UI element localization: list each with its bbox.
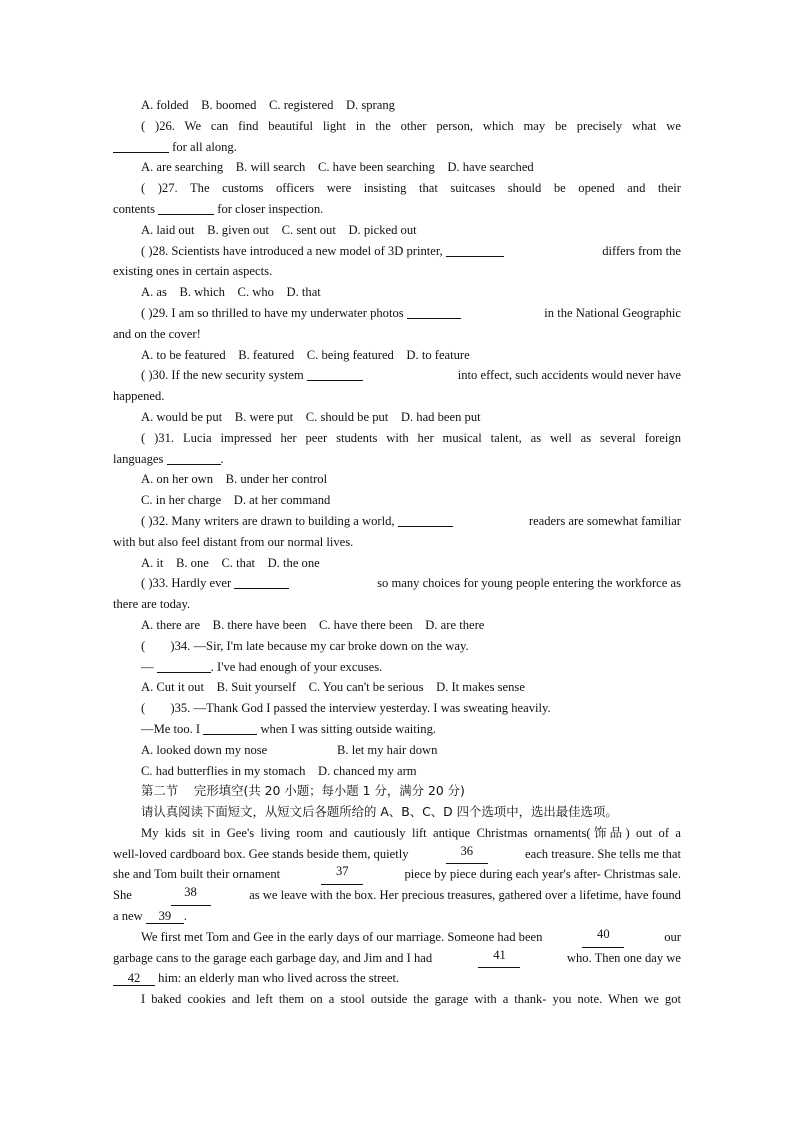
q30-stem-tail: into effect, such accidents would never have bbox=[457, 368, 681, 383]
q34-stem-cont bbox=[113, 657, 681, 678]
passage-text: a new bbox=[113, 909, 143, 924]
passage-line bbox=[113, 906, 681, 927]
cloze-blank-41[interactable]: 41 bbox=[478, 948, 520, 969]
cloze-blank-38[interactable]: 38 bbox=[171, 885, 211, 906]
q33-stem-cont: there are today. bbox=[113, 597, 191, 612]
q26-stem-cont bbox=[113, 137, 681, 158]
q26-stem: ( )26. We can find beautiful light in the other person, which may be precisely what we bbox=[141, 118, 681, 133]
answer-blank[interactable] bbox=[157, 659, 211, 673]
q33-stem bbox=[113, 573, 681, 594]
q32-stem-cont: with but also feel distant from our normal lives. bbox=[113, 534, 354, 549]
q29-stem-cont: and on the cover! bbox=[113, 326, 201, 341]
q32-stem-tail: readers are somewhat familiar bbox=[528, 513, 681, 528]
passage-text: She bbox=[113, 888, 132, 903]
q35-stem-tail: when I was sitting outside waiting. bbox=[260, 721, 437, 736]
cloze-blank-36[interactable]: 36 bbox=[446, 844, 488, 865]
passage-line bbox=[113, 968, 681, 989]
q32-stem-head: ( )32. Many writers are drawn to building a world, bbox=[141, 513, 395, 528]
q34-stem: ( )34. —Sir, I'm late because my car broke down on the way. bbox=[141, 638, 469, 653]
passage-text: . bbox=[183, 909, 188, 924]
section-instruction: 请认真阅读下面短文，从短文后各题所给的 A、B、C、D 四个选项中，选出最佳选项。 bbox=[141, 804, 618, 820]
q27-stem-cont bbox=[113, 199, 681, 220]
passage-text: our bbox=[664, 929, 681, 944]
exam-page bbox=[113, 95, 681, 1010]
q33-stem-head: ( )33. Hardly ever bbox=[141, 576, 232, 591]
passage-text: as we leave with the box. Her precious treasures, gathered over a lifetime, have found bbox=[249, 888, 681, 903]
q35-stem-cont bbox=[113, 719, 681, 740]
q27-options: A. laid out B. given out C. sent out D. picked out bbox=[141, 222, 417, 237]
q35-options-a bbox=[113, 740, 681, 761]
q29-options: A. to be featured B. featured C. being featured D. to feature bbox=[141, 347, 470, 362]
passage-text: him: an elderly man who lived across the street. bbox=[158, 971, 400, 986]
q32-stem bbox=[113, 511, 681, 532]
cloze-blank-37[interactable]: 37 bbox=[321, 864, 363, 885]
q27-stem: ( )27. The customs officers were insisting that suitcases should be opened and their bbox=[141, 181, 681, 196]
q28-stem bbox=[113, 241, 681, 262]
q26-options: A. are searching B. will search C. have been searching D. have searched bbox=[141, 160, 534, 175]
answer-blank[interactable] bbox=[113, 139, 169, 153]
q31-stem-head: languages bbox=[113, 451, 164, 466]
passage-text: We first met Tom and Gee in the early days of our marriage. Someone had been bbox=[141, 929, 543, 944]
q29-stem bbox=[113, 303, 681, 324]
q30-options: A. would be put B. were put C. should be put D. had been put bbox=[141, 409, 481, 424]
passage-line bbox=[113, 927, 681, 948]
q30-stem-cont: happened. bbox=[113, 389, 165, 404]
passage-line bbox=[113, 844, 681, 865]
q27-stem-head: contents bbox=[113, 201, 155, 216]
q28-stem-tail: differs from the bbox=[602, 243, 681, 258]
q34-dash: — bbox=[141, 659, 154, 674]
q34-options: A. Cut it out B. Suit yourself C. You can't be serious D. It makes sense bbox=[141, 680, 525, 695]
q35-option-b: B. let my hair down bbox=[337, 742, 438, 757]
q31-stem-tail: . bbox=[220, 451, 224, 466]
cloze-blank-42[interactable]: 42 bbox=[113, 971, 155, 986]
passage-text: piece by piece during each year's after- Christmas sale. bbox=[404, 867, 681, 882]
q30-stem bbox=[113, 365, 681, 386]
q35-options-b: C. had butterflies in my stomach D. chanced my arm bbox=[141, 763, 417, 778]
answer-blank[interactable] bbox=[203, 721, 257, 735]
q29-stem-tail: in the National Geographic bbox=[544, 305, 681, 320]
passage-text: each treasure. She tells me that bbox=[525, 846, 681, 861]
q31-options-a: A. on her own B. under her control bbox=[141, 472, 328, 487]
passage-text: she and Tom built their ornament bbox=[113, 867, 281, 882]
q30-stem-head: ( )30. If the new security system bbox=[141, 368, 304, 383]
section-heading: 第二节 完形填空(共 20 小题；每小题 1 分，满分 20 分) bbox=[141, 783, 465, 799]
passage-text: garbage cans to the garage each garbage day, and Jim and I had bbox=[113, 950, 433, 965]
q26-stem-tail: for all along. bbox=[172, 139, 237, 154]
q31-options-b: C. in her charge D. at her command bbox=[141, 493, 331, 508]
answer-blank[interactable] bbox=[158, 201, 214, 215]
passage-text: who. Then one day we bbox=[566, 950, 681, 965]
answer-blank[interactable] bbox=[446, 243, 504, 257]
q32-options: A. it B. one C. that D. the one bbox=[141, 555, 320, 570]
q33-stem-tail: so many choices for young people entering the workforce as bbox=[377, 576, 681, 591]
q28-stem-head: ( )28. Scientists have introduced a new model of 3D printer, bbox=[141, 243, 443, 258]
answer-blank[interactable] bbox=[167, 451, 221, 465]
q25-options: A. folded B. boomed C. registered D. sprang bbox=[141, 98, 395, 112]
q27-stem-tail: for closer inspection. bbox=[217, 201, 324, 216]
q28-options: A. as B. which C. who D. that bbox=[141, 285, 321, 300]
answer-blank[interactable] bbox=[307, 367, 363, 381]
passage-text: well-loved cardboard box. Gee stands beside them, quietly bbox=[113, 846, 409, 861]
q35-stem-head: —Me too. I bbox=[141, 721, 201, 736]
passage-line bbox=[113, 948, 681, 969]
q28-stem-cont: existing ones in certain aspects. bbox=[113, 264, 273, 279]
q34-stem-tail: . I've had enough of your excuses. bbox=[210, 659, 383, 674]
q31-stem: ( )31. Lucia impressed her peer students with her musical talent, as well as several foreign bbox=[141, 430, 681, 445]
passage-line: I baked cookies and left them on a stool outside the garage with a thank- you note. When we got bbox=[141, 992, 681, 1007]
passage-line bbox=[113, 864, 681, 885]
cloze-blank-39[interactable]: 39 bbox=[146, 909, 184, 924]
q31-stem-cont bbox=[113, 449, 681, 470]
q35-stem: ( )35. —Thank God I passed the interview yesterday. I was sweating heavily. bbox=[141, 701, 551, 716]
passage-line bbox=[113, 885, 681, 906]
q29-stem-head: ( )29. I am so thrilled to have my underwater photos bbox=[141, 305, 404, 320]
answer-blank[interactable] bbox=[407, 305, 461, 319]
q33-options: A. there are B. there have been C. have there been D. are there bbox=[141, 617, 485, 632]
passage-line: My kids sit in Gee's living room and cautiously lift antique Christmas ornaments(饰品) out of a bbox=[141, 825, 681, 840]
answer-blank[interactable] bbox=[234, 575, 289, 589]
answer-blank[interactable] bbox=[398, 513, 453, 527]
q35-option-a: A. looked down my nose bbox=[141, 742, 268, 757]
cloze-blank-40[interactable]: 40 bbox=[582, 927, 624, 948]
